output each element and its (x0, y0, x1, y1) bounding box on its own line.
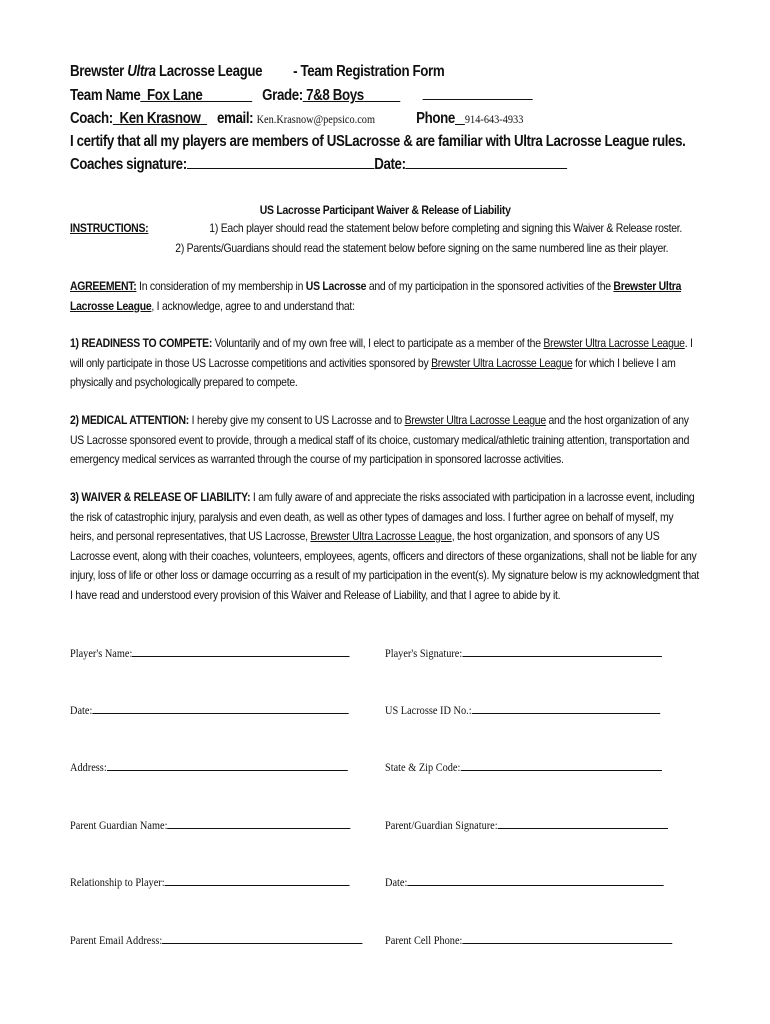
address-line[interactable] (107, 759, 348, 771)
parent-guardian-name-field[interactable] (70, 817, 351, 833)
phone-blank (455, 110, 465, 127)
parent-guardian-name-label: Parent Guardian Name: (70, 818, 168, 832)
waiver-league: Brewster Ultra Lacrosse League (310, 529, 452, 543)
grade-value[interactable]: 7&8 Boys (306, 87, 364, 104)
state-zip-label: State & Zip Code: (385, 760, 461, 774)
org-name-suffix: Lacrosse League (155, 63, 263, 80)
us-lacrosse-id-line[interactable] (472, 702, 660, 714)
grade-extra-line[interactable] (423, 87, 533, 100)
players-signature-line[interactable] (462, 645, 662, 657)
parent-guardian-signature-line[interactable] (498, 817, 668, 829)
waiver-section (70, 488, 700, 605)
medical-text-1: I hereby give my consent to US Lacrosse and to (189, 413, 405, 427)
medical-league: Brewster Ultra Lacrosse League (404, 413, 546, 427)
date2-label: Date: (385, 875, 408, 889)
email-value[interactable]: Ken.Krasnow@pepsico.com (256, 112, 375, 126)
relationship-field[interactable] (70, 874, 350, 890)
address-label: Address: (70, 760, 107, 774)
instructions-label: INSTRUCTIONS: (70, 221, 149, 235)
instruction-line-1 (70, 219, 696, 239)
medical-label: 2) MEDICAL ATTENTION: (70, 413, 190, 427)
address-field[interactable] (70, 759, 347, 775)
readiness-text-1: Voluntarily and of my own free will, I elect to participate as a member of the (212, 336, 544, 350)
org-name-prefix: Brewster (70, 63, 128, 80)
email-label: email: (217, 110, 254, 127)
date-line[interactable] (406, 156, 568, 169)
grade-label: Grade: (262, 87, 303, 104)
date-field-label: Date: (70, 703, 93, 717)
parent-cell-line[interactable] (462, 932, 672, 944)
parent-email-field[interactable] (70, 932, 363, 948)
date-field-line[interactable] (92, 702, 348, 714)
instruction-2: 2) Parents/Guardians should read the statement below before signing on the same numbered line as their player. (175, 240, 669, 255)
form-title: - Team Registration Form (293, 63, 445, 80)
agreement-us-lacrosse: US Lacrosse (305, 279, 367, 293)
coach-signature-label: Coaches signature: (70, 156, 187, 173)
team-grade-row (70, 87, 533, 105)
readiness-text-2: . I will only participate in those US Lacrosse competitions and activities sponsored by (70, 336, 693, 370)
agreement-text-1: In consideration of my membership in (136, 279, 306, 293)
players-name-line[interactable] (132, 645, 350, 657)
form-header-title (70, 63, 444, 81)
date-field[interactable] (70, 702, 349, 718)
players-name-field[interactable] (70, 645, 350, 661)
team-name-label: Team Name (70, 87, 141, 104)
us-lacrosse-id-field[interactable] (385, 702, 660, 718)
readiness-league-1: Brewster Ultra Lacrosse League (543, 336, 685, 350)
certify-statement: I certify that all my players are members of USLacrosse & are familiar with Ultra Lacrosse League rules. (70, 133, 686, 150)
readiness-section (70, 334, 703, 393)
waiver-text-1: I am fully aware of and appreciate the risks associated with participation in a lacrosse event, including the risk of catastrophic injury, paralysis and even death, as well as other types of damages and loss. I further agree on behalf of myself, my heirs, and personal representatives, that US Lacrosse, (70, 490, 695, 543)
readiness-league-2: Brewster Ultra Lacrosse League (431, 355, 573, 370)
parent-email-label: Parent Email Address: (70, 933, 163, 947)
date-label: Date: (374, 156, 406, 173)
instruction-1: 1) Each player should read the statement below before completing and signing this Waiver & Release roster. (209, 221, 683, 235)
relationship-label: Relationship to Player: (70, 875, 165, 889)
waiver-label: 3) WAIVER & RELEASE OF LIABILITY: (70, 490, 251, 504)
players-signature-label: Player's Signature: (385, 646, 463, 660)
coach-label: Coach: (70, 110, 113, 127)
coach-value[interactable]: Ken Krasnow (119, 110, 201, 127)
coach-signature-line[interactable] (187, 156, 374, 169)
parent-guardian-signature-field[interactable] (385, 817, 668, 833)
agreement-league-name: Brewster Ultra Lacrosse League (70, 279, 682, 313)
parent-cell-field[interactable] (385, 932, 672, 948)
date2-field[interactable] (385, 874, 664, 890)
agreement-text-3: , I acknowledge, agree to and understand that: (151, 298, 355, 313)
team-name-value[interactable]: Fox Lane (147, 87, 203, 104)
readiness-label: 1) READINESS TO COMPETE: (70, 336, 213, 350)
parent-cell-label: Parent Cell Phone: (385, 933, 463, 947)
readiness-text-3: for which I believe I am physically and psychologically prepared to compete. (70, 355, 676, 389)
players-signature-field[interactable] (385, 645, 662, 661)
org-name-italic: Ultra (127, 63, 156, 80)
waiver-text-2: , the host organization, and sponsors of any US Lacrosse event, along with their coaches, volunteers, employees, agents, officers and directors of these organizations, shall not be liable for any injury, loss of life or other loss or damage occurring as a result of my participation in the event(s). My signature below is my acknowledgment that I have read and understood every provision of this Waiver and Release of Liability, and that I agree to abide by it. (70, 529, 700, 602)
phone-label: Phone (416, 110, 455, 127)
medical-section (70, 411, 703, 470)
waiver-title: US Lacrosse Participant Waiver & Release of Liability (259, 203, 511, 217)
agreement-text-2: and of my participation in the sponsored activities of the (366, 279, 614, 293)
state-zip-line[interactable] (460, 759, 661, 771)
agreement-paragraph (70, 277, 695, 316)
state-zip-field[interactable] (385, 759, 662, 775)
relationship-line[interactable] (165, 874, 350, 886)
coach-signature-row (70, 156, 567, 174)
instructions-block (70, 219, 696, 258)
players-name-label: Player's Name: (70, 646, 133, 660)
agreement-label: AGREEMENT: (70, 279, 137, 293)
parent-guardian-name-line[interactable] (167, 817, 350, 829)
us-lacrosse-id-label: US Lacrosse ID No.: (385, 703, 472, 717)
coach-row (70, 110, 523, 128)
date2-line[interactable] (407, 874, 663, 886)
medical-text-2: and the host organization of any US Lacrosse sponsored event to provide, through a medical staff of its choice, customary medical/athletic training attention, transportation and emergency medical services as warranted through the course of my participation in sponsored lacrosse activities. (70, 413, 690, 466)
parent-guardian-signature-label: Parent/Guardian Signature: (385, 818, 498, 832)
phone-value[interactable]: 914-643-4933 (464, 112, 524, 126)
parent-email-line[interactable] (162, 932, 362, 944)
